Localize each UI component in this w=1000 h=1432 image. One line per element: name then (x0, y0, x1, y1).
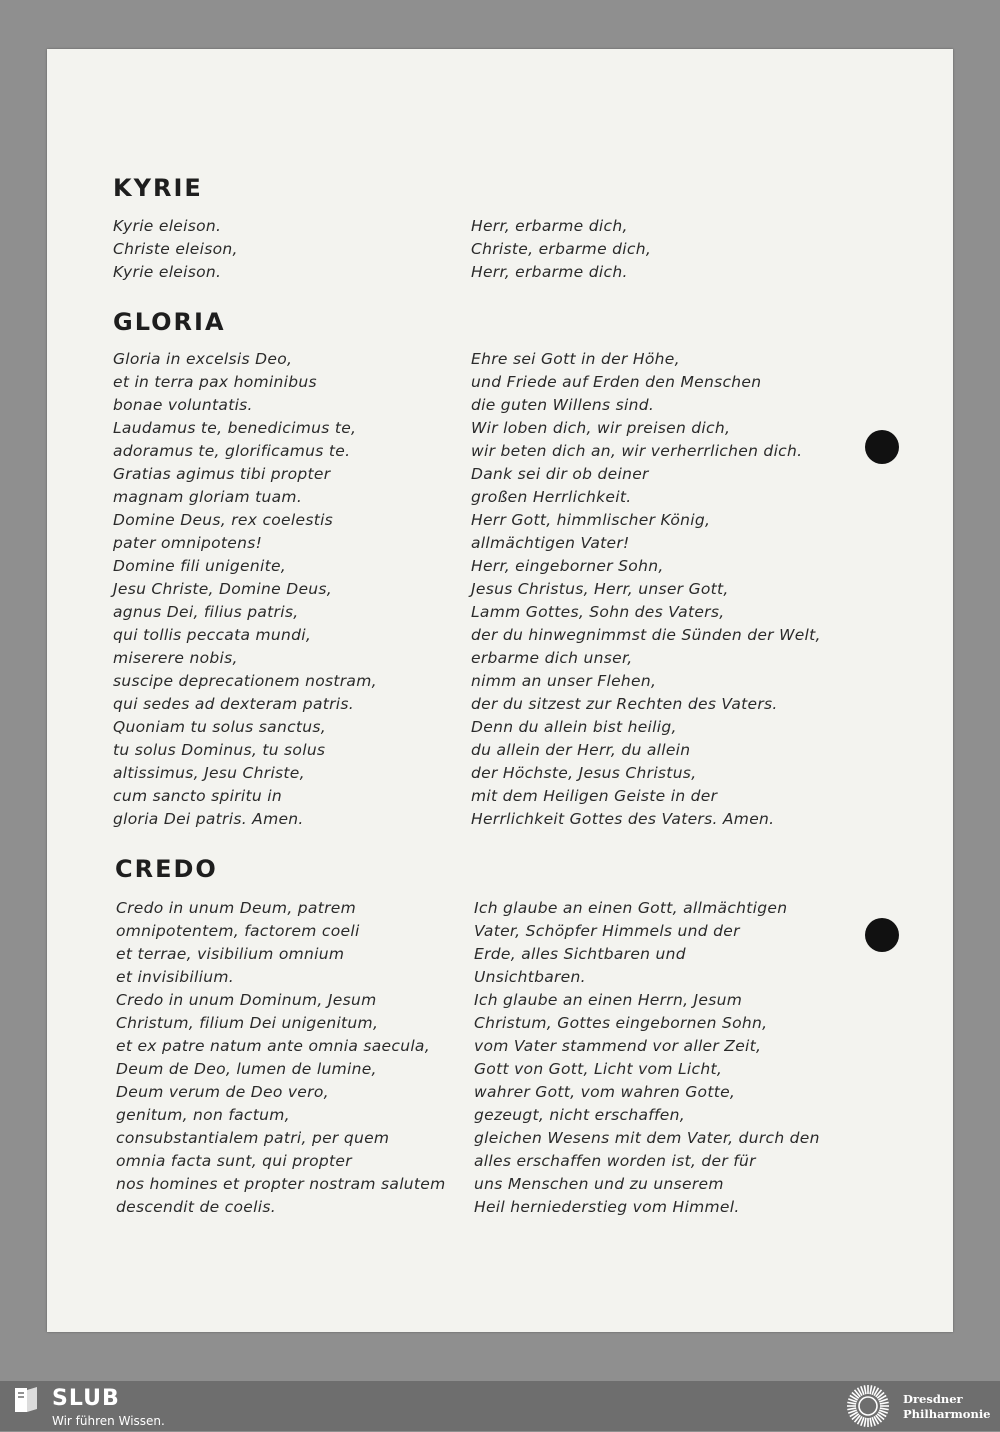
gloria-latin-text (113, 348, 377, 831)
text-line: omnipotentem, factorem coeli (116, 922, 360, 940)
text-line: nos homines et propter nostram salutem (116, 1175, 446, 1193)
text-line: gezeugt, nicht erschaffen, (474, 1106, 685, 1124)
text-line: Herr, erbarme dich. (471, 263, 628, 281)
text-line: Ich glaube an einen Herrn, Jesum (474, 991, 743, 1009)
text-line: Gott von Gott, Licht vom Licht, (474, 1060, 723, 1078)
text-line: Laudamus te, benedicimus te, (113, 419, 357, 437)
text-line: vom Vater stammend vor aller Zeit, (474, 1037, 762, 1055)
text-line: Domine fili unigenite, (113, 557, 287, 575)
orchestra-name-line1: Dresdner (903, 1392, 963, 1406)
text-line: qui sedes ad dexteram patris. (113, 695, 355, 713)
section-title-gloria: GLORIA (113, 308, 226, 336)
text-line: et ex patre natum ante omnia saecula, (116, 1037, 430, 1055)
text-line: genitum, non factum, (116, 1106, 290, 1124)
book-icon (12, 1385, 42, 1419)
text-line: et in terra pax hominibus (113, 373, 317, 391)
text-line: Jesu Christe, Domine Deus, (113, 580, 333, 598)
credo-german-text (474, 897, 820, 1219)
text-line: der du sitzest zur Rechten des Vaters. (471, 695, 778, 713)
text-line: Herrlichkeit Gottes des Vaters. Amen. (471, 810, 775, 828)
text-line: et invisibilium. (116, 968, 234, 986)
text-line: wahrer Gott, vom wahren Gotte, (474, 1083, 736, 1101)
text-line: Herr Gott, himmlischer König, (471, 511, 711, 529)
text-line: Christe eleison, (113, 240, 238, 258)
text-line: Christum, Gottes eingebornen Sohn, (474, 1014, 768, 1032)
text-line: Gratias agimus tibi propter (113, 465, 331, 483)
text-line: erbarme dich unser, (471, 649, 633, 667)
gloria-german-text (471, 348, 821, 831)
text-line: allmächtigen Vater! (471, 534, 630, 552)
text-line: wir beten dich an, wir verherrlichen dich. (471, 442, 803, 460)
text-line: Christum, filium Dei unigenitum, (116, 1014, 379, 1032)
punch-hole (865, 430, 899, 464)
text-line: Heil herniederstieg vom Himmel. (474, 1198, 740, 1216)
text-line: magnam gloriam tuam. (113, 488, 303, 506)
section-title-credo: CREDO (115, 855, 218, 883)
text-line: Quoniam tu solus sanctus, (113, 718, 327, 736)
text-line: nimm an unser Flehen, (471, 672, 657, 690)
text-line: bonae voluntatis. (113, 396, 253, 414)
text-line: omnia facta sunt, qui propter (116, 1152, 352, 1170)
kyrie-latin-text (113, 215, 238, 284)
text-line: tu solus Dominus, tu solus (113, 741, 326, 759)
orchestra-name-line2: Philharmonie (903, 1407, 991, 1421)
text-line: cum sancto spiritu in (113, 787, 282, 805)
text-line: Jesus Christus, Herr, unser Gott, (471, 580, 729, 598)
kyrie-german-text (471, 215, 651, 284)
text-line: altissimus, Jesu Christe, (113, 764, 305, 782)
text-line: Wir loben dich, wir preisen dich, (471, 419, 731, 437)
text-line: Ich glaube an einen Gott, allmächtigen (474, 899, 788, 917)
text-line: gloria Dei patris. Amen. (113, 810, 304, 828)
text-line: Deum de Deo, lumen de lumine, (116, 1060, 377, 1078)
text-line: Herr, erbarme dich, (471, 217, 628, 235)
text-line: Gloria in excelsis Deo, (113, 350, 293, 368)
text-line: consubstantialem patri, per quem (116, 1129, 390, 1147)
text-line: uns Menschen und zu unserem (474, 1175, 724, 1193)
text-line: miserere nobis, (113, 649, 238, 667)
credo-latin-text (116, 897, 446, 1219)
text-line: adoramus te, glorificamus te. (113, 442, 351, 460)
text-line: Kyrie eleison. (113, 263, 222, 281)
text-line: der du hinwegnimmst die Sünden der Welt, (471, 626, 821, 644)
text-line: alles erschaffen worden ist, der für (474, 1152, 756, 1170)
text-line: Denn du allein bist heilig, (471, 718, 677, 736)
text-line: Credo in unum Dominum, Jesum (116, 991, 377, 1009)
library-name: SLUB (52, 1386, 120, 1411)
sunburst-logo-icon (842, 1384, 894, 1432)
library-tagline: Wir führen Wissen. (52, 1414, 165, 1428)
text-line: mit dem Heiligen Geiste in der (471, 787, 718, 805)
text-line: Erde, alles Sichtbaren und (474, 945, 686, 963)
text-line: Christe, erbarme dich, (471, 240, 652, 258)
section-title-kyrie: KYRIE (113, 174, 203, 202)
text-line: du allein der Herr, du allein (471, 741, 691, 759)
text-line: Ehre sei Gott in der Höhe, (471, 350, 680, 368)
text-line: pater omnipotens! (113, 534, 263, 552)
text-line: Deum verum de Deo vero, (116, 1083, 329, 1101)
text-line: Domine Deus, rex coelestis (113, 511, 334, 529)
text-line: gleichen Wesens mit dem Vater, durch den (474, 1129, 820, 1147)
text-line: Herr, eingeborner Sohn, (471, 557, 664, 575)
text-line: Lamm Gottes, Sohn des Vaters, (471, 603, 725, 621)
text-line: Dank sei dir ob deiner (471, 465, 649, 483)
text-line: Unsichtbaren. (474, 968, 586, 986)
text-line: Kyrie eleison. (113, 217, 222, 235)
text-line: und Friede auf Erden den Menschen (471, 373, 762, 391)
text-line: et terrae, visibilium omnium (116, 945, 345, 963)
text-line: agnus Dei, filius patris, (113, 603, 299, 621)
text-line: suscipe deprecationem nostram, (113, 672, 377, 690)
text-line: die guten Willens sind. (471, 396, 655, 414)
footer-bar (0, 1381, 1000, 1431)
text-line: descendit de coelis. (116, 1198, 276, 1216)
text-line: Credo in unum Deum, patrem (116, 899, 357, 917)
text-line: Vater, Schöpfer Himmels und der (474, 922, 740, 940)
text-line: qui tollis peccata mundi, (113, 626, 312, 644)
text-line: der Höchste, Jesus Christus, (471, 764, 697, 782)
punch-hole (865, 918, 899, 952)
text-line: großen Herrlichkeit. (471, 488, 632, 506)
